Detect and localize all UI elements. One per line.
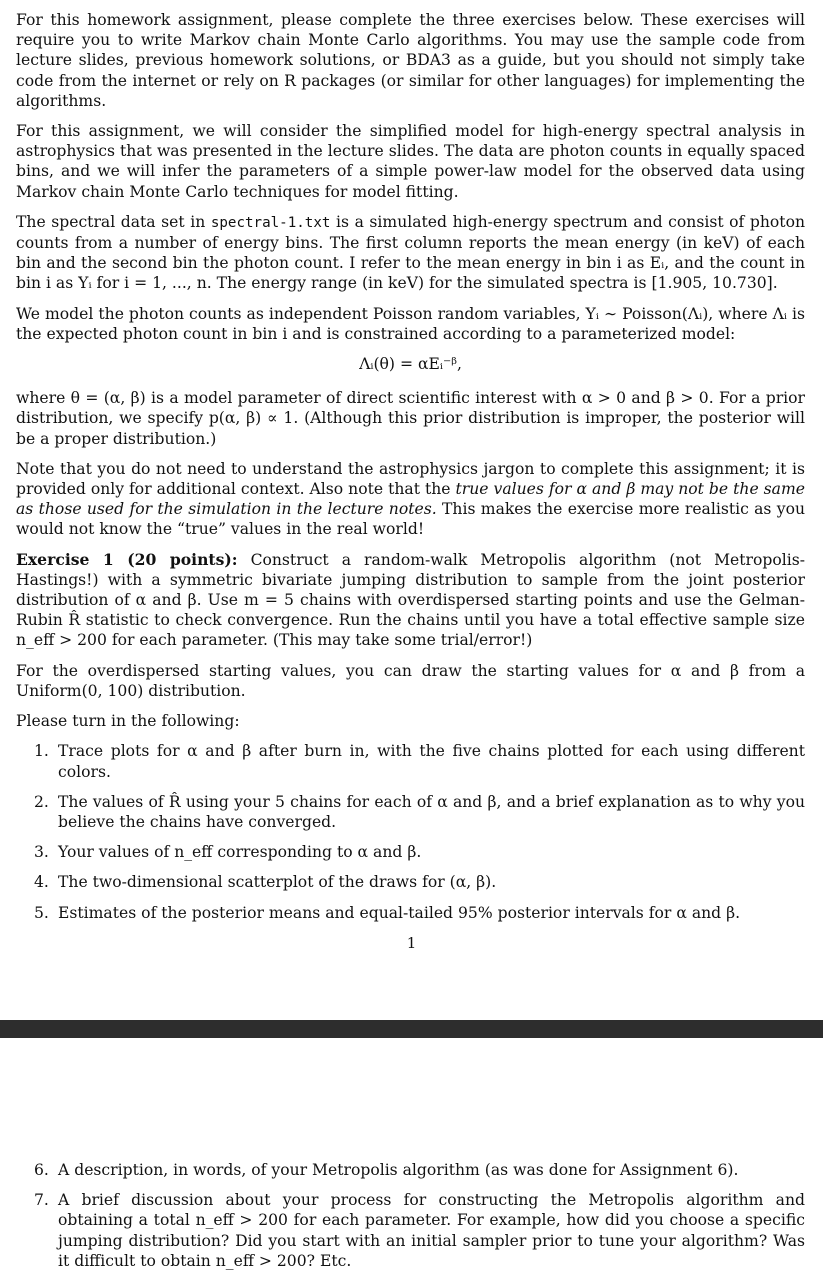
list-item-number: 4.	[34, 873, 49, 892]
list-item-number: 3.	[34, 843, 49, 862]
list-item-number: 7.	[34, 1191, 49, 1210]
poisson-paragraph: We model the photon counts as independent Poisson random variables, Yᵢ ∼ Poisson(Λᵢ), where Λᵢ is the expected photon count in bin i and is constrained according to a parameterized model:	[16, 304, 805, 343]
data-filename: spectral-1.txt	[210, 214, 331, 231]
deliverables-list-page-1	[16, 741, 805, 922]
page-2-content	[16, 1160, 805, 1281]
list-item-text: The two-dimensional scatterplot of the draws for (α, β).	[58, 873, 497, 892]
list-item-text: A description, in words, of your Metropolis algorithm (as was done for Assignment 6).	[58, 1161, 739, 1179]
list-item-number: 1.	[34, 742, 49, 761]
exercise-1-paragraph	[16, 550, 805, 651]
list-item-text: Trace plots for α and β after burn in, with the five chains plotted for each using different colors.	[58, 742, 805, 781]
list-item	[16, 792, 805, 832]
note-paragraph-end: This makes the exercise more realistic as you would not know the “true” values in the real world!	[16, 500, 805, 539]
deliverables-list-page-2	[16, 1160, 805, 1271]
list-item-text: A brief discussion about your process for constructing the Metropolis algorithm and obtaining a total n_eff > 200 for each parameter. For example, how did you choose a specific jumping distribution? Did you start with an initial sampler prior to tune your algorithm? Was it difficult to obtain n_eff > 200? Etc.	[58, 1191, 805, 1270]
list-item	[16, 872, 805, 892]
document-page-2	[0, 1038, 823, 1272]
model-paragraph: For this assignment, we will consider the simplified model for high-energy spectral analysis in astrophysics that was presented in the lecture slides. The data are photon counts in equally spaced bins, and we will infer the parameters of a simple power-law model for the observed data using Markov chain Monte Carlo techniques for model fitting.	[16, 122, 805, 201]
list-item	[16, 1190, 805, 1271]
list-item-text: Estimates of the posterior means and equal-tailed 95% posterior intervals for α and β.	[58, 903, 741, 922]
note-paragraph-start: Note that you do not need to understand the astrophysics jargon to complete this assignment; it is provided only for additional context. Also note that the	[16, 459, 805, 499]
list-item	[16, 1160, 805, 1180]
data-paragraph	[16, 212, 805, 294]
list-item-number: 6.	[34, 1161, 49, 1179]
list-item-text: Your values of n_eff corresponding to α and β.	[58, 843, 422, 862]
list-item	[16, 741, 805, 781]
exercise-1-body: Construct a random-walk Metropolis algorithm (not Metropolis-Hastings!) with a symmetric bivariate jumping distribution to sample from the joint posterior distribution of α and β. Use m = 5 chains with overdispersed starting points and use the Gelman-Rubin R̂ statistic to check convergence. Run the chains until you have a total effective sample size n_eff > 200 for each parameter. (This may take some trial/error!)	[16, 550, 805, 650]
exercise-1-title: Exercise 1 (20 points):	[16, 549, 238, 569]
data-paragraph-start: The spectral data set in	[16, 212, 211, 231]
page-number: 1	[406, 934, 417, 952]
note-italic: true values for α and β may not be the same as those used for the simulation in the lecture notes.	[16, 480, 805, 519]
list-item-number: 2.	[34, 792, 49, 811]
list-item	[16, 842, 805, 862]
prior-paragraph: where θ = (α, β) is a model parameter of direct scientific interest with α > 0 and β > 0. For a prior distribution, we specify p(α, β) ∝ 1. (Although this prior distribution is improper, the posterior will be a proper distribution.)	[16, 389, 805, 448]
note-paragraph	[16, 459, 805, 540]
list-item-text: The values of R̂ using your 5 chains for each of α and β, and a brief explanation as to why you believe the chains have converged.	[58, 792, 805, 831]
starting-values-paragraph: For the overdispersed starting values, you can draw the starting values for α and β from a Uniform(0, 100) distribution.	[16, 661, 805, 700]
model-equation: Λᵢ(θ) = αEᵢ⁻ᵝ,	[359, 355, 462, 374]
turn-in-paragraph: Please turn in the following:	[16, 712, 240, 731]
page-1-content	[16, 10, 805, 933]
page-separator	[0, 1020, 823, 1038]
list-item-number: 5.	[34, 903, 49, 922]
data-paragraph-end: is a simulated high-energy spectrum and consist of photon counts from a number of energy bins. The first column reports the mean energy (in keV) of each bin and the second bin the photon count. I refer to the mean energy in bin i as Eᵢ, and the count in bin i as Yᵢ for i = 1, ..., n. The energy range (in keV) for the simulated spectra is [1.905, 10.730].	[16, 212, 806, 293]
list-item	[16, 903, 805, 923]
intro-paragraph: For this homework assignment, please complete the three exercises below. These exercises will require you to write Markov chain Monte Carlo algorithms. You may use the sample code from lecture slides, previous homework solutions, or BDA3 as a guide, but you should not simply take code from the internet or rely on R packages (or similar for other languages) for implementing the algorithms.	[16, 11, 805, 110]
